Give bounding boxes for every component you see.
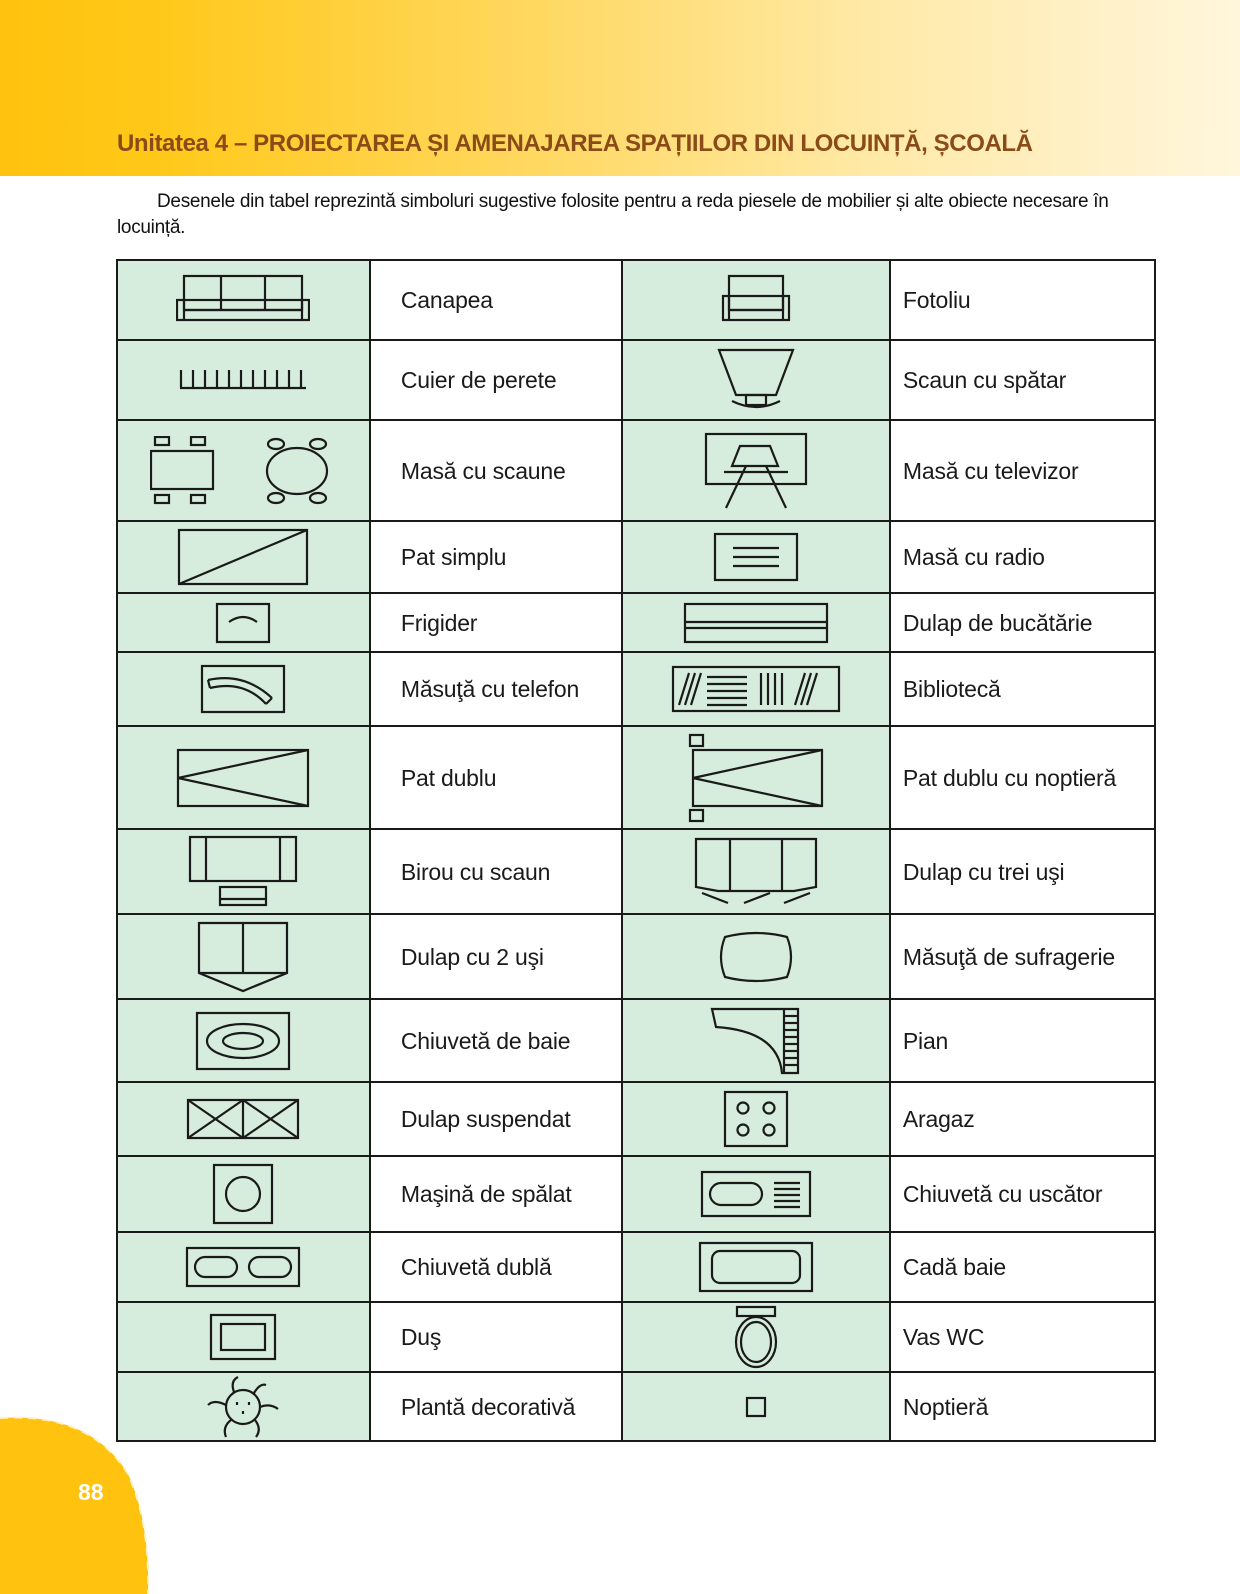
table-label: Maşină de spălat — [370, 1156, 622, 1232]
table-label: Măsuţă de sufragerie — [890, 914, 1155, 999]
table-label: Scaun cu spătar — [890, 340, 1155, 420]
cuier-symbol — [117, 340, 370, 420]
table-label: Masă cu radio — [890, 521, 1155, 593]
biblioteca-symbol — [622, 652, 890, 726]
table-label: Dulap cu trei uşi — [890, 829, 1155, 914]
table-row — [117, 521, 1155, 593]
fotoliu-symbol — [622, 260, 890, 340]
table-row — [117, 593, 1155, 652]
table-row — [117, 1156, 1155, 1232]
table-label: Dulap cu 2 uşi — [370, 914, 622, 999]
table-label: Dulap de bucătărie — [890, 593, 1155, 652]
table-label: Cadă baie — [890, 1232, 1155, 1302]
table-label: Aragaz — [890, 1082, 1155, 1156]
table-label: Plantă decorativă — [370, 1372, 622, 1441]
intro-text: Desenele din tabel reprezintă simboluri sugestive folosite pentru a reda piesele de mobilier și alte obiecte necesare în locuință. — [117, 191, 1109, 238]
scaun-symbol — [622, 340, 890, 420]
dus-symbol — [117, 1302, 370, 1372]
table-label: Frigider — [370, 593, 622, 652]
aragaz-symbol — [622, 1082, 890, 1156]
table-label: Masă cu scaune — [370, 420, 622, 521]
masuta-telefon-symbol — [117, 652, 370, 726]
pian-symbol — [622, 999, 890, 1082]
dulap-bucatarie-symbol — [622, 593, 890, 652]
table-label: Pat dublu cu noptieră — [890, 726, 1155, 829]
page-number: 88 — [78, 1479, 104, 1505]
table-label: Canapea — [370, 260, 622, 340]
table-row — [117, 999, 1155, 1082]
table-label: Birou cu scaun — [370, 829, 622, 914]
chiuveta-dubla-symbol — [117, 1232, 370, 1302]
table-row — [117, 914, 1155, 999]
table-row — [117, 652, 1155, 726]
unit-title: Unitatea 4 – PROIECTAREA ȘI AMENAJAREA SPAȚIILOR DIN LOCUINȚĂ, ȘCOALĂ — [117, 130, 1033, 157]
table-label: Masă cu televizor — [890, 420, 1155, 521]
table-label: Dulap suspendat — [370, 1082, 622, 1156]
noptiera-symbol — [622, 1372, 890, 1441]
pat-dublu-symbol — [117, 726, 370, 829]
masina-spalat-symbol — [117, 1156, 370, 1232]
dulap-2-usi-symbol — [117, 914, 370, 999]
table-label: Vas WC — [890, 1302, 1155, 1372]
table-row — [117, 420, 1155, 521]
table-row — [117, 1082, 1155, 1156]
table-label: Cuier de perete — [370, 340, 622, 420]
cada-baie-symbol — [622, 1232, 890, 1302]
masa-televizor-symbol — [622, 420, 890, 521]
page-corner-decoration — [0, 1412, 150, 1594]
chiuveta-baie-symbol — [117, 999, 370, 1082]
table-label: Fotoliu — [890, 260, 1155, 340]
pat-simplu-symbol — [117, 521, 370, 593]
table-label: Pian — [890, 999, 1155, 1082]
table-row — [117, 726, 1155, 829]
table-row — [117, 1372, 1155, 1441]
intro-paragraph — [117, 189, 1157, 241]
table-row — [117, 1232, 1155, 1302]
masuta-sufragerie-symbol — [622, 914, 890, 999]
symbols-table — [116, 259, 1156, 1442]
table-label: Măsuţă cu telefon — [370, 652, 622, 726]
table-label: Chiuvetă cu uscător — [890, 1156, 1155, 1232]
masa-scaune-symbol — [117, 420, 370, 521]
table-label: Pat simplu — [370, 521, 622, 593]
birou-scaun-symbol — [117, 829, 370, 914]
masa-radio-symbol — [622, 521, 890, 593]
frigider-symbol — [117, 593, 370, 652]
table-row — [117, 829, 1155, 914]
dulap-suspendat-symbol — [117, 1082, 370, 1156]
table-row — [117, 260, 1155, 340]
table-label: Chiuvetă de baie — [370, 999, 622, 1082]
table-row — [117, 340, 1155, 420]
chiuveta-uscator-symbol — [622, 1156, 890, 1232]
canapea-symbol — [117, 260, 370, 340]
table-label: Noptieră — [890, 1372, 1155, 1441]
table-row — [117, 1302, 1155, 1372]
planta-symbol — [117, 1372, 370, 1441]
vas-wc-symbol — [622, 1302, 890, 1372]
dulap-trei-usi-symbol — [622, 829, 890, 914]
table-label: Bibliotecă — [890, 652, 1155, 726]
pat-dublu-noptiera-symbol — [622, 726, 890, 829]
table-label: Duş — [370, 1302, 622, 1372]
table-label: Chiuvetă dublă — [370, 1232, 622, 1302]
table-label: Pat dublu — [370, 726, 622, 829]
